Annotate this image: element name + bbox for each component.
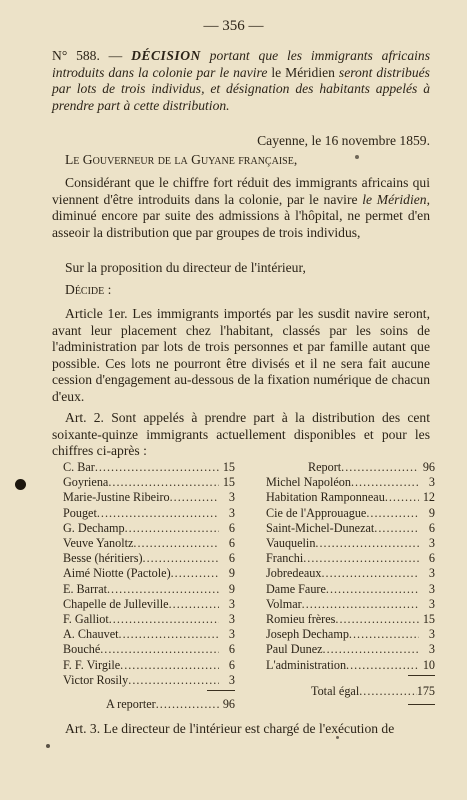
list-item: Franchi ..... 6 <box>266 551 435 566</box>
article-3-label: Art. 3. <box>65 721 101 736</box>
list-item: Habitation Ramponneau ..... 12 <box>266 490 435 505</box>
list-item: Veuve Yanoltz ..... 6 <box>63 536 235 551</box>
considerant-paragraph <box>52 175 430 241</box>
list-item: Michel Napoléon ..... 3 <box>266 475 435 490</box>
article-2-label: Art. 2. <box>65 410 104 425</box>
left-list <box>63 460 235 688</box>
list-item: Cie de l'Approuague ..... 9 <box>266 506 435 521</box>
list-item: C. Bar ..... 15 <box>63 460 235 475</box>
list-item: L'administration ..... 10 <box>266 658 435 673</box>
considerant-text-end: , diminué encore par suite des admissions à l'hôpital, ne permet d'en asseoir la distribution que par groupes de trois individus, <box>52 191 430 240</box>
list-item: Joseph Dechamp ..... 3 <box>266 627 435 642</box>
list-item: G. Dechamp ..... 6 <box>63 521 235 536</box>
decision-ship: le Méridien <box>271 64 335 80</box>
article-3-text: Le directeur de l'intérieur est chargé de l'exécution de <box>103 721 395 736</box>
list-item: Romieu frères ..... 15 <box>266 612 435 627</box>
list-item: Goyriena ..... 15 <box>63 475 235 490</box>
left-total-rule <box>207 690 235 691</box>
right-list <box>266 460 435 673</box>
list-item: Marie-Justine Ribeiro ..... 3 <box>63 490 235 505</box>
considerant-text: Considérant que le chiffre fort réduit des immigrants africains qui viennent d'être introduits dans la colonie, par le navire <box>52 175 430 207</box>
right-total-rule <box>408 704 435 705</box>
ink-speck <box>46 744 50 748</box>
decision-title: portant que les immigrants africains introduits dans la colonie par le navire <box>52 48 430 80</box>
article-2-text: Sont appelés à prendre part à la distribution des cent soixante-quinze immigrants actuellement disponibles et pour les chiffres ci-après : <box>52 410 430 458</box>
list-item: Chapelle de Julleville ..... 3 <box>63 597 235 612</box>
list-item: Bouché ..... 6 <box>63 642 235 657</box>
governor-line: Le Gouverneur de la Guyane française, <box>65 152 298 167</box>
article-1-label: Article 1er. <box>65 306 128 321</box>
right-sum-rule <box>408 675 435 676</box>
left-total-row: A reporter ..... 96 <box>106 697 235 712</box>
page-number: — 356 — <box>203 18 264 34</box>
article-1 <box>52 306 430 405</box>
decision-number: N° 588. — <box>52 48 123 63</box>
list-item: Paul Dunez ..... 3 <box>266 642 435 657</box>
right-total-row: Total égal ..... 175 <box>311 684 435 699</box>
list-item: Aimé Niotte (Pactole) ..... 9 <box>63 566 235 581</box>
list-item: Dame Faure ..... 3 <box>266 582 435 597</box>
list-item: Pouget ..... 3 <box>63 506 235 521</box>
list-item: Jobredeaux ..... 3 <box>266 566 435 581</box>
list-item: F. F. Virgile ..... 6 <box>63 658 235 673</box>
ink-speck <box>355 155 359 159</box>
decision-title-end: seront distribués par lots de trois individus, et désignation des habitants appelés à prendre part à cette distribution. <box>52 64 430 113</box>
list-item: Report ..... 96 <box>266 460 435 475</box>
considerant-ship: le Méridien <box>362 191 427 207</box>
list-item: A. Chauvet ..... 3 <box>63 627 235 642</box>
article-2 <box>52 410 430 460</box>
decision-title-word: DÉCISION <box>131 48 201 63</box>
list-item: Volmar ..... 3 <box>266 597 435 612</box>
list-item: Vauquelin ..... 3 <box>266 536 435 551</box>
list-item: Besse (héritiers) ..... 6 <box>63 551 235 566</box>
ink-blot <box>15 479 26 490</box>
list-item: Saint-Michel-Dunezat ..... 6 <box>266 521 435 536</box>
list-item: F. Galliot ..... 3 <box>63 612 235 627</box>
article-3 <box>65 721 445 738</box>
right-total <box>311 684 435 699</box>
list-item: Victor Rosily ..... 3 <box>63 673 235 688</box>
proposition-line: Sur la proposition du directeur de l'intérieur, <box>65 260 306 275</box>
list-item: E. Barrat ..... 9 <box>63 582 235 597</box>
decision-heading <box>52 48 430 114</box>
decide-line: Décide : <box>65 282 112 297</box>
ink-speck <box>336 736 339 739</box>
article-1-text: Les immigrants importés par les susdit navire seront, avant leur placement chez l'habitant, classés par les soins de l'administration par lots de trois personnes et par famille autant que possible. Ces lots ne pourront être divisés et il ne sera fait aucune cession d'engagement au-dessous de la fixation numérique de chacun d'eux. <box>52 306 430 404</box>
dateline: Cayenne, le 16 novembre 1859. <box>257 133 430 148</box>
left-total <box>106 697 235 712</box>
